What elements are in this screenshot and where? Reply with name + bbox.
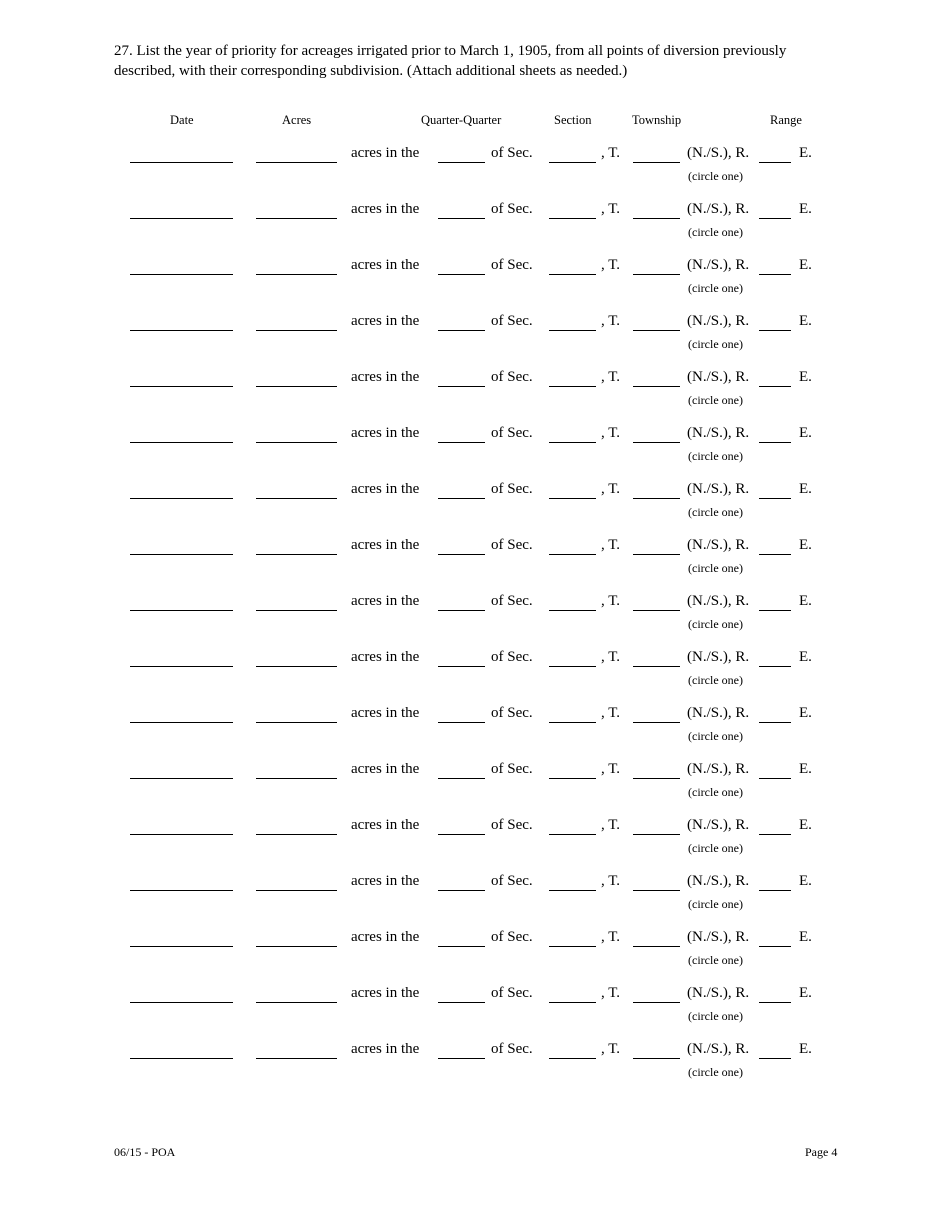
acreage-row: [0, 984, 950, 1040]
section-field[interactable]: [549, 218, 596, 219]
date-field[interactable]: [130, 946, 233, 947]
east-label: E.: [799, 257, 812, 273]
acres-in-the-label: acres in the: [351, 1041, 420, 1057]
township-label: , T.: [601, 593, 621, 609]
east-label: E.: [799, 649, 812, 665]
acres-in-the-label: acres in the: [351, 593, 420, 609]
header-quarter-quarter: Quarter-Quarter: [421, 113, 502, 127]
section-field[interactable]: [549, 946, 596, 947]
acres-in-the-label: acres in the: [351, 929, 420, 945]
township-field[interactable]: [633, 162, 680, 163]
acres-in-the-label: acres in the: [351, 145, 420, 161]
date-field[interactable]: [130, 666, 233, 667]
township-label: , T.: [601, 257, 621, 273]
acres-field[interactable]: [256, 890, 337, 891]
acres-field[interactable]: [256, 946, 337, 947]
circle-one-note: (circle one): [688, 785, 743, 799]
range-field[interactable]: [759, 890, 791, 891]
acreage-row: [0, 928, 950, 984]
page-number: Page 4: [805, 1145, 838, 1159]
of-sec-label: of Sec.: [491, 257, 533, 273]
circle-one-note: (circle one): [688, 953, 743, 967]
acreage-row: [0, 424, 950, 480]
east-label: E.: [799, 593, 812, 609]
ns-direction-choice[interactable]: (N./S.), R.: [687, 817, 750, 833]
township-field[interactable]: [633, 666, 680, 667]
township-field[interactable]: [633, 610, 680, 611]
quarter-quarter-field[interactable]: [438, 946, 485, 947]
acres-in-the-label: acres in the: [351, 649, 420, 665]
acreage-rows: [0, 144, 950, 1096]
range-field[interactable]: [759, 162, 791, 163]
circle-one-note: (circle one): [688, 169, 743, 183]
question-27-text: 27. List the year of priority for acreages irrigated prior to March 1, 1905, from all points of diversion previously described, with their corresponding subdivision. (Attach additional sheets as needed.): [114, 43, 787, 79]
township-label: , T.: [601, 201, 621, 217]
acres-field[interactable]: [256, 666, 337, 667]
section-field[interactable]: [549, 330, 596, 331]
of-sec-label: of Sec.: [491, 817, 533, 833]
east-label: E.: [799, 1041, 812, 1057]
of-sec-label: of Sec.: [491, 705, 533, 721]
section-field[interactable]: [549, 162, 596, 163]
quarter-quarter-field[interactable]: [438, 274, 485, 275]
east-label: E.: [799, 985, 812, 1001]
range-field[interactable]: [759, 610, 791, 611]
acreage-row: [0, 592, 950, 648]
header-date: Date: [170, 113, 194, 127]
township-label: , T.: [601, 481, 621, 497]
township-field[interactable]: [633, 330, 680, 331]
township-label: , T.: [601, 369, 621, 385]
ns-direction-choice[interactable]: (N./S.), R.: [687, 313, 750, 329]
east-label: E.: [799, 873, 812, 889]
township-label: , T.: [601, 761, 621, 777]
circle-one-note: (circle one): [688, 449, 743, 463]
east-label: E.: [799, 537, 812, 553]
ns-direction-choice[interactable]: (N./S.), R.: [687, 425, 750, 441]
range-field[interactable]: [759, 1058, 791, 1059]
of-sec-label: of Sec.: [491, 1041, 533, 1057]
acreage-row: [0, 480, 950, 536]
quarter-quarter-field[interactable]: [438, 218, 485, 219]
acres-field[interactable]: [256, 498, 337, 499]
date-field[interactable]: [130, 274, 233, 275]
acres-field[interactable]: [256, 778, 337, 779]
of-sec-label: of Sec.: [491, 201, 533, 217]
circle-one-note: (circle one): [688, 561, 743, 575]
acres-field[interactable]: [256, 722, 337, 723]
range-field[interactable]: [759, 778, 791, 779]
quarter-quarter-field[interactable]: [438, 890, 485, 891]
date-field[interactable]: [130, 1058, 233, 1059]
date-field[interactable]: [130, 1002, 233, 1003]
range-field[interactable]: [759, 442, 791, 443]
acres-field[interactable]: [256, 274, 337, 275]
circle-one-note: (circle one): [688, 841, 743, 855]
section-field[interactable]: [549, 890, 596, 891]
east-label: E.: [799, 313, 812, 329]
circle-one-note: (circle one): [688, 897, 743, 911]
date-field[interactable]: [130, 498, 233, 499]
circle-one-note: (circle one): [688, 1065, 743, 1079]
east-label: E.: [799, 481, 812, 497]
township-label: , T.: [601, 705, 621, 721]
acres-in-the-label: acres in the: [351, 481, 420, 497]
east-label: E.: [799, 201, 812, 217]
section-field[interactable]: [549, 554, 596, 555]
ns-direction-choice[interactable]: (N./S.), R.: [687, 929, 750, 945]
acreage-row: [0, 256, 950, 312]
ns-direction-choice[interactable]: (N./S.), R.: [687, 369, 750, 385]
acres-in-the-label: acres in the: [351, 873, 420, 889]
acres-in-the-label: acres in the: [351, 257, 420, 273]
acreage-row: [0, 704, 950, 760]
quarter-quarter-field[interactable]: [438, 1058, 485, 1059]
east-label: E.: [799, 425, 812, 441]
quarter-quarter-field[interactable]: [438, 442, 485, 443]
ns-direction-choice[interactable]: (N./S.), R.: [687, 649, 750, 665]
ns-direction-choice[interactable]: (N./S.), R.: [687, 145, 750, 161]
township-field[interactable]: [633, 498, 680, 499]
form-id: 06/15 - POA: [114, 1145, 176, 1159]
range-field[interactable]: [759, 274, 791, 275]
east-label: E.: [799, 761, 812, 777]
township-label: , T.: [601, 1041, 621, 1057]
section-field[interactable]: [549, 610, 596, 611]
acres-in-the-label: acres in the: [351, 537, 420, 553]
date-field[interactable]: [130, 834, 233, 835]
acres-in-the-label: acres in the: [351, 425, 420, 441]
acres-in-the-label: acres in the: [351, 369, 420, 385]
date-field[interactable]: [130, 218, 233, 219]
circle-one-note: (circle one): [688, 673, 743, 687]
range-field[interactable]: [759, 1002, 791, 1003]
acres-in-the-label: acres in the: [351, 817, 420, 833]
date-field[interactable]: [130, 610, 233, 611]
section-field[interactable]: [549, 1002, 596, 1003]
east-label: E.: [799, 929, 812, 945]
ns-direction-choice[interactable]: (N./S.), R.: [687, 1041, 750, 1057]
acres-field[interactable]: [256, 162, 337, 163]
ns-direction-choice[interactable]: (N./S.), R.: [687, 481, 750, 497]
township-label: , T.: [601, 425, 621, 441]
quarter-quarter-field[interactable]: [438, 778, 485, 779]
east-label: E.: [799, 369, 812, 385]
section-field[interactable]: [549, 498, 596, 499]
of-sec-label: of Sec.: [491, 425, 533, 441]
range-field[interactable]: [759, 218, 791, 219]
acres-field[interactable]: [256, 330, 337, 331]
date-field[interactable]: [130, 890, 233, 891]
circle-one-note: (circle one): [688, 281, 743, 295]
acres-in-the-label: acres in the: [351, 985, 420, 1001]
header-range: Range: [770, 113, 802, 127]
township-field[interactable]: [633, 274, 680, 275]
township-field[interactable]: [633, 442, 680, 443]
acres-field[interactable]: [256, 386, 337, 387]
township-field[interactable]: [633, 890, 680, 891]
ns-direction-choice[interactable]: (N./S.), R.: [687, 537, 750, 553]
section-field[interactable]: [549, 666, 596, 667]
acreage-row: [0, 872, 950, 928]
date-field[interactable]: [130, 330, 233, 331]
township-field[interactable]: [633, 1058, 680, 1059]
acreage-row: [0, 648, 950, 704]
east-label: E.: [799, 705, 812, 721]
range-field[interactable]: [759, 498, 791, 499]
range-field[interactable]: [759, 834, 791, 835]
quarter-quarter-field[interactable]: [438, 386, 485, 387]
of-sec-label: of Sec.: [491, 537, 533, 553]
quarter-quarter-field[interactable]: [438, 666, 485, 667]
ns-direction-choice[interactable]: (N./S.), R.: [687, 761, 750, 777]
range-field[interactable]: [759, 554, 791, 555]
acres-field[interactable]: [256, 442, 337, 443]
township-field[interactable]: [633, 722, 680, 723]
township-label: , T.: [601, 313, 621, 329]
of-sec-label: of Sec.: [491, 481, 533, 497]
quarter-quarter-field[interactable]: [438, 610, 485, 611]
of-sec-label: of Sec.: [491, 985, 533, 1001]
date-field[interactable]: [130, 386, 233, 387]
township-label: , T.: [601, 817, 621, 833]
township-label: , T.: [601, 985, 621, 1001]
township-label: , T.: [601, 873, 621, 889]
header-township: Township: [632, 113, 682, 127]
of-sec-label: of Sec.: [491, 145, 533, 161]
acreage-row: [0, 144, 950, 200]
of-sec-label: of Sec.: [491, 313, 533, 329]
of-sec-label: of Sec.: [491, 369, 533, 385]
of-sec-label: of Sec.: [491, 873, 533, 889]
township-label: , T.: [601, 649, 621, 665]
range-field[interactable]: [759, 330, 791, 331]
acres-field[interactable]: [256, 1002, 337, 1003]
circle-one-note: (circle one): [688, 505, 743, 519]
date-field[interactable]: [130, 162, 233, 163]
acreage-row: [0, 1040, 950, 1096]
ns-direction-choice[interactable]: (N./S.), R.: [687, 201, 750, 217]
township-field[interactable]: [633, 1002, 680, 1003]
acres-field[interactable]: [256, 1058, 337, 1059]
township-field[interactable]: [633, 218, 680, 219]
township-field[interactable]: [633, 386, 680, 387]
circle-one-note: (circle one): [688, 617, 743, 631]
circle-one-note: (circle one): [688, 729, 743, 743]
of-sec-label: of Sec.: [491, 929, 533, 945]
section-field[interactable]: [549, 442, 596, 443]
section-field[interactable]: [549, 1058, 596, 1059]
township-field[interactable]: [633, 834, 680, 835]
township-field[interactable]: [633, 946, 680, 947]
acres-in-the-label: acres in the: [351, 201, 420, 217]
quarter-quarter-field[interactable]: [438, 162, 485, 163]
ns-direction-choice[interactable]: (N./S.), R.: [687, 257, 750, 273]
of-sec-label: of Sec.: [491, 649, 533, 665]
acreage-row: [0, 368, 950, 424]
circle-one-note: (circle one): [688, 225, 743, 239]
acres-in-the-label: acres in the: [351, 313, 420, 329]
township-label: , T.: [601, 929, 621, 945]
east-label: E.: [799, 145, 812, 161]
township-label: , T.: [601, 145, 621, 161]
header-acres: Acres: [282, 113, 312, 127]
date-field[interactable]: [130, 778, 233, 779]
acreage-row: [0, 536, 950, 592]
quarter-quarter-field[interactable]: [438, 330, 485, 331]
section-field[interactable]: [549, 274, 596, 275]
township-field[interactable]: [633, 778, 680, 779]
section-field[interactable]: [549, 386, 596, 387]
acreage-row: [0, 760, 950, 816]
date-field[interactable]: [130, 442, 233, 443]
date-field[interactable]: [130, 722, 233, 723]
section-field[interactable]: [549, 778, 596, 779]
acres-field[interactable]: [256, 610, 337, 611]
township-field[interactable]: [633, 554, 680, 555]
quarter-quarter-field[interactable]: [438, 498, 485, 499]
quarter-quarter-field[interactable]: [438, 722, 485, 723]
circle-one-note: (circle one): [688, 1009, 743, 1023]
acres-field[interactable]: [256, 218, 337, 219]
acres-in-the-label: acres in the: [351, 705, 420, 721]
acreage-row: [0, 816, 950, 872]
of-sec-label: of Sec.: [491, 593, 533, 609]
quarter-quarter-field[interactable]: [438, 554, 485, 555]
ns-direction-choice[interactable]: (N./S.), R.: [687, 985, 750, 1001]
acreage-row: [0, 200, 950, 256]
ns-direction-choice[interactable]: (N./S.), R.: [687, 873, 750, 889]
range-field[interactable]: [759, 946, 791, 947]
quarter-quarter-field[interactable]: [438, 834, 485, 835]
range-field[interactable]: [759, 722, 791, 723]
date-field[interactable]: [130, 554, 233, 555]
ns-direction-choice[interactable]: (N./S.), R.: [687, 705, 750, 721]
circle-one-note: (circle one): [688, 393, 743, 407]
acres-field[interactable]: [256, 554, 337, 555]
acreage-row: [0, 312, 950, 368]
township-label: , T.: [601, 537, 621, 553]
circle-one-note: (circle one): [688, 337, 743, 351]
section-field[interactable]: [549, 834, 596, 835]
ns-direction-choice[interactable]: (N./S.), R.: [687, 593, 750, 609]
range-field[interactable]: [759, 386, 791, 387]
range-field[interactable]: [759, 666, 791, 667]
east-label: E.: [799, 817, 812, 833]
quarter-quarter-field[interactable]: [438, 1002, 485, 1003]
header-section: Section: [554, 113, 592, 127]
acres-field[interactable]: [256, 834, 337, 835]
section-field[interactable]: [549, 722, 596, 723]
acres-in-the-label: acres in the: [351, 761, 420, 777]
of-sec-label: of Sec.: [491, 761, 533, 777]
